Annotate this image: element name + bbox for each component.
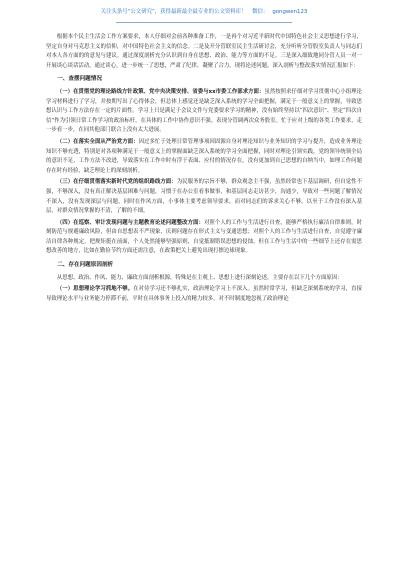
section-1-item-3-lead: （三）在仔细贯彻落实新时代党的组织路线方面：: [56, 179, 177, 186]
section-2-item-1-body: 在对待学习还不够扎实，政治理论学习上不深入。虽然时常学习，但缺乏深刻系统的学习，直接导致理论水平与业务能力停滞不前，平时在具体事务上投入的精力较多，对不时制度地忽视了政治理论: [46, 286, 362, 302]
header-wechat-id: gongwen123: [272, 9, 308, 15]
header-divider: [116, 22, 292, 23]
section-2-item-1-lead: （一）思想理论学习抓地不够。: [56, 286, 134, 293]
section-2-heading: 二、存在问题原因剖析: [57, 262, 114, 269]
section-1-item-1: [46, 88, 362, 136]
section-2-item-1: [46, 285, 362, 304]
section-1-item-1-body: 虽然按照求仔细对学习贯彻中心小组理论学习材料进行了学习，并按期写出了心得体会，但总体上感觉还是缺乏深入系统的学习全面把握，满足于一般意义上的掌握，导致思想认识与工作方法存在一定的片面性。学习上只是满足于会议文件与党委要求学习的精神，没有始终坚持以“四次意识”、坚定“四次自信”作为引领日常工作学习的政治标杆，在具体的工作中协作意识不强。表现分管调两次众务股室。忙于应对上级的各类工作要求，走一步看一步，在同其他部门联合上没有太大进展。: [46, 88, 362, 134]
header-promo-text: 关注头条号“公文研究”，获得最新最全最专业的公文资料库！: [100, 9, 247, 15]
section-1-item-3: [46, 178, 362, 216]
section-1-item-2: [46, 138, 362, 176]
section-1-item-2-body: 因过多忙于处理日常管理事项因固源自身对理论知识与业务知识的学习与提升，造成业务理论知识不够充透，特别是对各项种满足于一般意义上的掌握面缺乏深入系统的学习全面把握，同时对理论引领实践，党的领导统领全局的意识不足，工作方法不改进，导致落实在工作中时有浮于表面、应付的情况存在，没有更加到自己思想的自纳当中，如理工作问题存在时有经验，缺乏理论上的深刻剖析。: [46, 138, 362, 174]
section-1-item-4-lead: （四）在巡察、审计发现问题与主题教育论述问题整改方面：: [56, 219, 204, 226]
intro-paragraph: 根据本个民主生活会工作方案要求，本人仔细对会前各种准备工作，一是再个对习近平新时代中国特色社会主义思想进行学习，坚定自身对马克思主义的信仰，对中国特色社会主义的信念。二是及开分管联室民主生活研讨会，充分听听分管股室负责人与同志们对本人各方面的的意见与建议。通过深度剖析充分认识到自身在思想、政治、能力等方面的不足。三是深入细致地同分管人员一对一开展谈心谈话活动，通过谈心，进一步统一了思想，严肃了纪律，凝聚了合力。现将论述问题。深入剖析与整改落实情况汇报如下：: [46, 34, 362, 69]
section-2-intro: 从思想、政治、作风、能力、廉政方面剖析根源，特殊是在主观上、思想上进行深刻论述，主要存在以下几个方面原因：: [56, 274, 343, 281]
section-1-item-3-body: 为民服务的宗旨不够，群众观念主不强，虽然经常也下基层调研，但自觉性不强，不够深入，没有真正解决基层困难与问题，习惯于在办公室看事做事，和基层同志走访甚少，沟通少，导致对一些问题了解情况不深入，没有发现深层与问题，同时在作风方面，小事体主要考虑领导要求，而对同志们的诉求关心不够，以至于工作没有深入基层，对群众情况掌握的不清，了解的不细。: [46, 179, 362, 215]
document-header: [46, 8, 362, 16]
header-wechat-label: 微信：: [252, 9, 269, 15]
section-1-item-1-lead: （一）在贯彻党的理论路线方针政策、党中央决策安排、省委与xx市委工作部求方面：: [56, 88, 265, 95]
section-1-item-4-body: 对照个人的工作与生活进行自查，能够严格执行廉洁自律准则，时刻防范与规避廉政风险，但由自思想表不严现象，庆则问题存在形式主义与变通思想；对照个人的工作与生活进行自查，自觉遵守廉洁自律各种规定，把规矩挺在前面，个人处然能够坚强原则，自觉抵制错误思想的侵蚀，但在工作与生活中的一些细节上还存在需思想改善的地方，比如在勤俭节约方面还需注意，在政策把关上避免出现打擦边球现象。: [46, 219, 362, 255]
section-1-item-4: [46, 219, 362, 257]
section-1-item-2-lead: （二）在落实全面从严治党方面：: [56, 138, 139, 145]
section-1-heading: 一、查摆问题情况: [57, 76, 102, 83]
